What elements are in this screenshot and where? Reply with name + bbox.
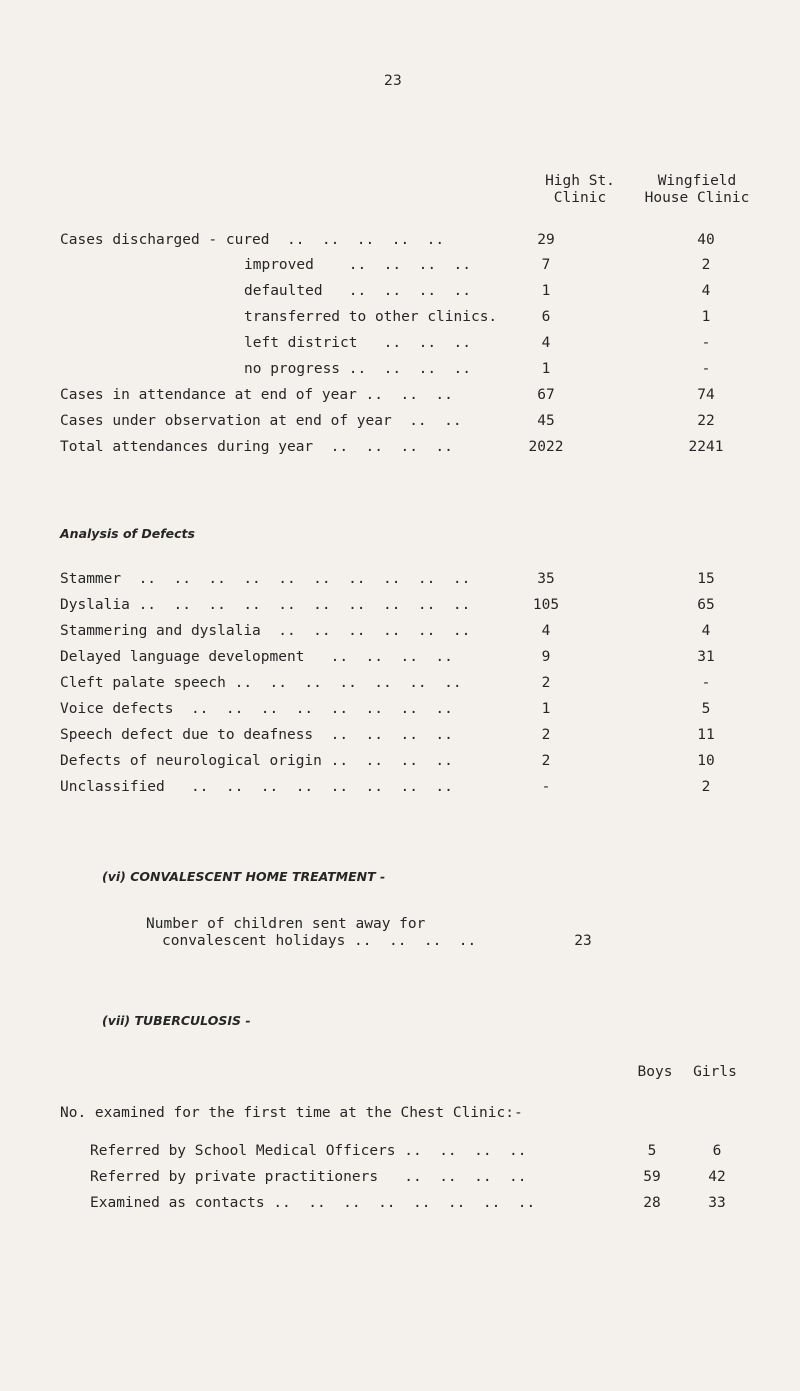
row-label: Voice defects .. .. .. .. .. .. .. .. bbox=[60, 701, 453, 717]
boys-header: Boys bbox=[637, 1064, 673, 1080]
high-st-value: 2 bbox=[541, 727, 551, 743]
row-label: no progress .. .. .. .. bbox=[244, 361, 471, 377]
girls-value: 33 bbox=[708, 1195, 726, 1211]
row-label: Unclassified .. .. .. .. .. .. .. .. bbox=[60, 779, 453, 795]
row-label: Stammer .. .. .. .. .. .. .. .. .. .. bbox=[60, 571, 471, 587]
row-label: Cleft palate speech .. .. .. .. .. .. .. bbox=[60, 675, 462, 691]
high-st-value: 1 bbox=[541, 283, 551, 299]
girls-header: Girls bbox=[693, 1064, 737, 1080]
tuberculosis-heading: (vii) TUBERCULOSIS - bbox=[102, 1013, 251, 1028]
row-label: Delayed language development .. .. .. .. bbox=[60, 649, 453, 665]
wingfield-value: 4 bbox=[701, 623, 711, 639]
convalescent-value: 23 bbox=[574, 933, 592, 949]
high-st-value: 105 bbox=[532, 597, 560, 613]
col-header-high-st-line2: Clinic bbox=[553, 190, 607, 206]
high-st-value: 6 bbox=[541, 309, 551, 325]
high-st-value: 1 bbox=[541, 701, 551, 717]
wingfield-value: 65 bbox=[697, 597, 715, 613]
high-st-value: 2 bbox=[541, 675, 551, 691]
wingfield-value: 10 bbox=[697, 753, 715, 769]
wingfield-value: - bbox=[701, 361, 711, 377]
high-st-value: 9 bbox=[541, 649, 551, 665]
tuberculosis-intro: No. examined for the first time at the Chest Clinic:- bbox=[60, 1105, 523, 1121]
row-label: Cases discharged - cured .. .. .. .. .. bbox=[60, 232, 445, 248]
high-st-value: 2 bbox=[541, 753, 551, 769]
row-label: Speech defect due to deafness .. .. .. .. bbox=[60, 727, 453, 743]
convalescent-heading: (vi) CONVALESCENT HOME TREATMENT - bbox=[102, 869, 386, 884]
wingfield-value: 22 bbox=[697, 413, 715, 429]
wingfield-value: 74 bbox=[697, 387, 715, 403]
high-st-value: 4 bbox=[541, 623, 551, 639]
boys-value: 59 bbox=[643, 1169, 661, 1185]
wingfield-value: 1 bbox=[701, 309, 711, 325]
girls-value: 6 bbox=[712, 1143, 722, 1159]
high-st-value: 7 bbox=[541, 257, 551, 273]
high-st-value: 2022 bbox=[528, 439, 564, 455]
girls-value: 42 bbox=[708, 1169, 726, 1185]
col-header-wingfield-line2: House Clinic bbox=[644, 190, 750, 206]
high-st-value: 1 bbox=[541, 361, 551, 377]
row-label: Defects of neurological origin .. .. .. .. bbox=[60, 753, 453, 769]
col-header-high-st-line1: High St. bbox=[545, 173, 615, 189]
wingfield-value: 2241 bbox=[688, 439, 724, 455]
wingfield-value: - bbox=[701, 675, 711, 691]
row-label: improved .. .. .. .. bbox=[244, 257, 471, 273]
boys-value: 28 bbox=[643, 1195, 661, 1211]
wingfield-value: 15 bbox=[697, 571, 715, 587]
high-st-value: 29 bbox=[537, 232, 555, 248]
wingfield-value: 4 bbox=[701, 283, 711, 299]
wingfield-value: 2 bbox=[701, 779, 711, 795]
col-header-wingfield-line1: Wingfield bbox=[657, 173, 737, 189]
wingfield-value: 2 bbox=[701, 257, 711, 273]
convalescent-line1: Number of children sent away for bbox=[146, 916, 426, 932]
analysis-heading: Analysis of Defects bbox=[60, 526, 195, 541]
row-label: left district .. .. .. bbox=[244, 335, 471, 351]
row-label: Dyslalia .. .. .. .. .. .. .. .. .. .. bbox=[60, 597, 471, 613]
wingfield-value: 40 bbox=[697, 232, 715, 248]
wingfield-value: 5 bbox=[701, 701, 711, 717]
high-st-value: 45 bbox=[537, 413, 555, 429]
row-label: Total attendances during year .. .. .. .. bbox=[60, 439, 453, 455]
row-label: Cases in attendance at end of year .. .. .. bbox=[60, 387, 453, 403]
page-number: 23 bbox=[384, 73, 402, 89]
boys-value: 5 bbox=[647, 1143, 657, 1159]
row-label: Stammering and dyslalia .. .. .. .. .. .. bbox=[60, 623, 471, 639]
row-label: Referred by School Medical Officers .. .. .. .. bbox=[90, 1143, 527, 1159]
wingfield-value: 11 bbox=[697, 727, 715, 743]
row-label: defaulted .. .. .. .. bbox=[244, 283, 471, 299]
row-label: transferred to other clinics. bbox=[244, 309, 498, 325]
row-label: Cases under observation at end of year .. .. bbox=[60, 413, 462, 429]
high-st-value: - bbox=[541, 779, 551, 795]
wingfield-value: 31 bbox=[697, 649, 715, 665]
wingfield-value: - bbox=[701, 335, 711, 351]
high-st-value: 35 bbox=[537, 571, 555, 587]
high-st-value: 67 bbox=[537, 387, 555, 403]
row-label: Referred by private practitioners .. .. .. .. bbox=[90, 1169, 527, 1185]
row-label: Examined as contacts .. .. .. .. .. .. .. .. bbox=[90, 1195, 536, 1211]
high-st-value: 4 bbox=[541, 335, 551, 351]
convalescent-line2: convalescent holidays .. .. .. .. bbox=[162, 933, 477, 949]
